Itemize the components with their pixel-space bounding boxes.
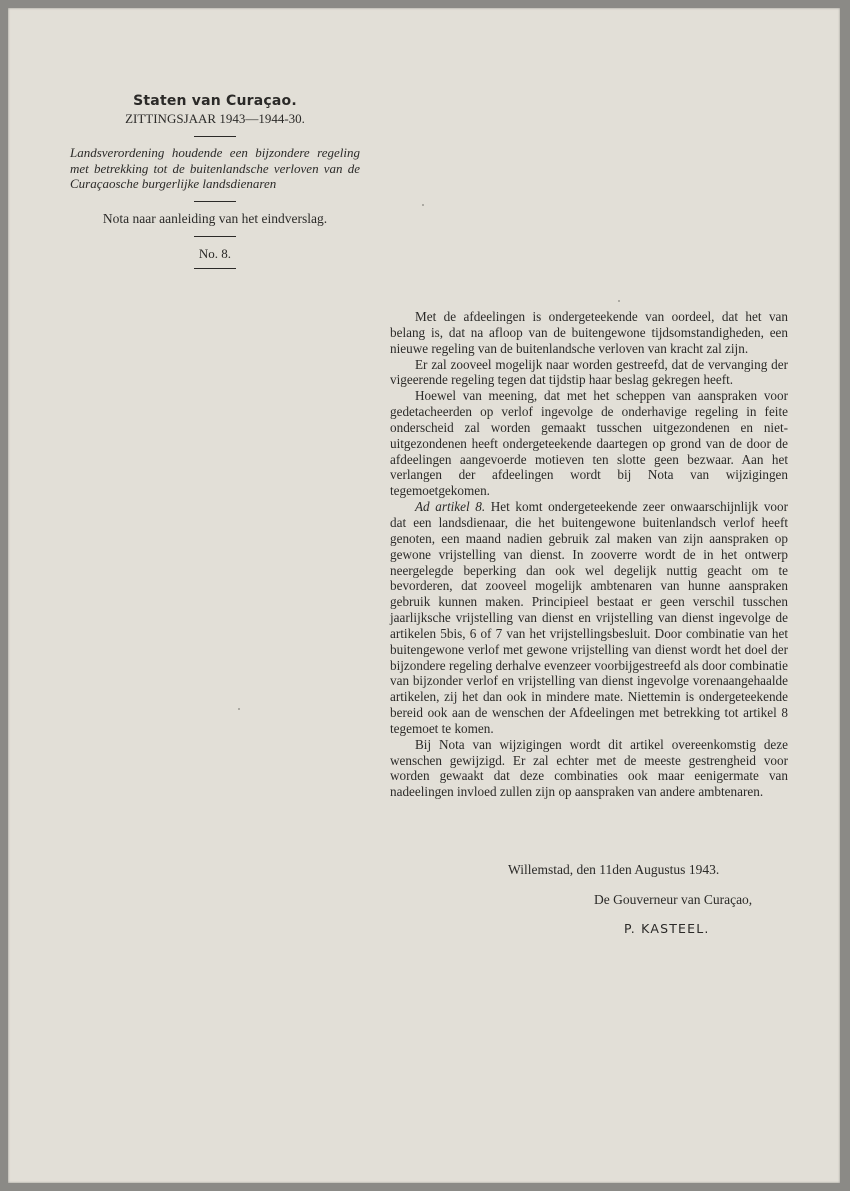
header-title: Staten van Curaçao. — [133, 93, 297, 109]
paragraph-1: Met de afdeelingen is ondergeteekende van oordeel, dat het van belang is, dat na afloop van de buitengewone tijdsomstandigheden, een nieuwe regeling van de buitenlandsche verloven van kracht zal zijn. — [390, 309, 788, 356]
document-page — [8, 8, 840, 1183]
signatory-office: De Gouverneur van Curaçao, — [594, 892, 753, 907]
article-heading: Ad artikel 8. — [415, 499, 486, 515]
header-divider — [194, 136, 236, 137]
paper-speck — [238, 708, 240, 710]
header-divider — [194, 201, 236, 202]
header-divider — [194, 268, 236, 269]
paragraph-5: Bij Nota van wijzigingen wordt dit artikel overeenkomstig deze wenschen gewijzigd. Er zal echter met de meeste gestrengheid voor worden gewaakt dat deze combinaties ook maar eenigermate van nadeelingen invloed zullen zijn op aanspraken van andere ambtenaren. — [390, 736, 788, 800]
paragraph-2: Er zal zooveel mogelijk naar worden gestreefd, dat de vervanging der vigeerende regeling tegen dat tijdstip haar beslag gekregen heeft. — [390, 356, 788, 388]
session-line: ZITTINGSJAAR 1943—1944-30. — [125, 111, 305, 126]
header-divider — [194, 236, 236, 237]
paper-speck — [422, 204, 424, 206]
document-header — [70, 92, 360, 277]
subject-text: Landsverordening houdende een bijzondere regeling met betrekking tot de buitenlandsche verloven van de Curaçaosche burgerlijke landsdienaren — [70, 145, 360, 191]
place-date: Willemstad, den 11den Augustus 1943. — [508, 862, 720, 877]
paragraph-3: Hoewel van meening, dat met het scheppen van aanspraken voor gedetacheerden op verlof ingevolge de onderhavige regeling in feite onderscheid zal worden gemaakt tusschen uitgezondenen en niet-uitgezondenen heeft ondergeteekende daartegen op grond van de door de afdeelingen aangevoerde motieven ten slotte geen bezwaar. Aan het verlangen der afdeelingen wordt bij Nota van wijzigingen tegemoetgekomen. — [390, 388, 788, 499]
signatory-name: P. KASTEEL. — [624, 921, 710, 936]
document-number: No. 8. — [198, 245, 232, 261]
nota-title: Nota naar aanleiding van het eindverslag. — [102, 210, 328, 226]
paragraph-4 — [390, 499, 788, 737]
paper-speck — [618, 300, 620, 302]
paragraph-4-text: Het komt ondergeteekende zeer onwaarschijnlijk voor dat een landsdienaar, die het buitengewone buitenlandsch verlof heeft genoten, een maand nadien gebruik zal maken van zijn aanspraken op gewone vrijstelling van dienst. In zooverre wordt de in het ontwerp neergelegde beperking dan ook wel degelijk nuttig geacht om te bevorderen, dat zooveel mogelijk ambtenaren van hunne aanspraken gebruik kunnen maken. Principieel bestaat er geen verschil tusschen jaarlijksche vrijstelling van dienst en vrijstelling van dienst ingevolge de artikelen 5bis, 6 of 7 van het vrijstellingsbesluit. Door combinatie van het buitengewone verlof met gewone vrijstelling van dienst wordt het doel der bijzondere regeling derhalve evenzeer voorbijgestreefd als door combinatie van bijzonder verlof en vrijstelling van dienst ingevolge vorenaangehaalde artikelen, zij het dan ook in mindere mate. Niettemin is ondergeteekende bereid ook aan de wenschen der Afdeelingen met betrekking tot artikel 8 tegemoet te komen. — [390, 499, 789, 736]
body-text — [390, 309, 788, 800]
